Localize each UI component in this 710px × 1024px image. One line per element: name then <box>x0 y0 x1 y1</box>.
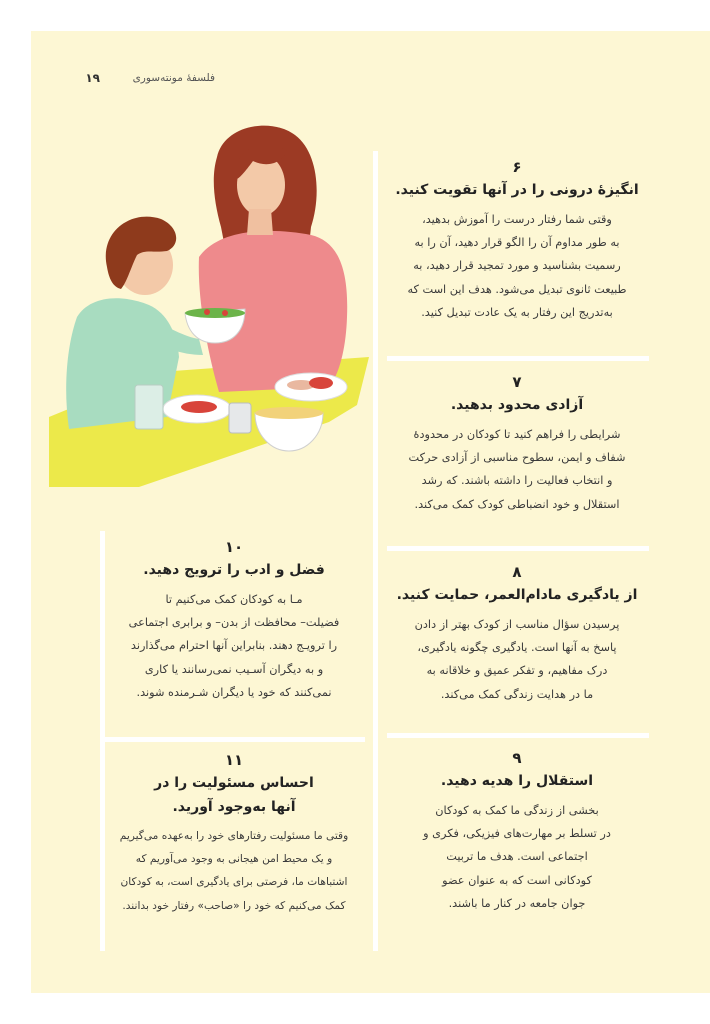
column-divider-right <box>373 151 378 951</box>
section-body: پرسیدن سؤال مناسب از کودک بهتر از دادن پاسخ به آنها است. یادگیری چگونه یادگیری، درک مفاهیم، و تفکر عمیق و خلاقانه به ما در هدایت زندگی کمک می‌کند. <box>414 618 620 701</box>
section-heading: استقلال را هدیه دهید. <box>440 773 594 789</box>
divider-10-11 <box>105 737 365 742</box>
section-heading: انگیزهٔ درونی را در آنها تقویت کنید. <box>395 182 639 198</box>
divider-7-8 <box>387 546 649 551</box>
mother-neck <box>247 209 273 235</box>
divider-8-9 <box>387 733 649 738</box>
section-number: ۱۱ <box>224 751 244 769</box>
section-number: ۸ <box>512 563 522 581</box>
page <box>31 31 710 993</box>
running-header <box>65 71 235 91</box>
section-heading: از یادگیری مادام‌العمر، حمایت کنید. <box>396 587 638 603</box>
section-heading: احساس مسئولیت را در آنها به‌وجود آورید. <box>154 775 314 815</box>
mother-child-illustration <box>49 117 369 487</box>
section-heading: آزادی محدود بدهید. <box>450 397 584 413</box>
section-8 <box>381 561 653 706</box>
salt-shaker <box>229 403 251 433</box>
water-glass <box>135 385 163 429</box>
section-number: ۱۰ <box>224 538 244 556</box>
section-number: ۹ <box>512 749 522 767</box>
salad-greens <box>185 308 245 318</box>
section-9 <box>381 747 653 915</box>
section-number: ۷ <box>512 373 522 391</box>
section-body: مـا به کودکان کمک می‌کنیم تا فضیلت– محافظت از بدن– و برابری اجتماعی را ترویـج دهند. بنابراین آنها احترام می‌گذارند و به دیگران آسـیب نمی‌رسانند یا کاری نمی‌کنند که خود یا دیگران شـرمنده شوند. <box>128 593 340 699</box>
section-body: شرایطی را فراهم کنید تا کودکان در محدودهٔ شفاف و ایمن، سطوح مناسبی از آزادی حرکت و انتخاب فعالیت را داشته باشند. که رشد استقلال و خود انضباطی کودک کمک می‌کند. <box>408 428 626 511</box>
section-body: وقتی شما رفتار درست را آموزش بدهید، به طور مداوم آن را الگو قرار دهید، آن را به رسمیت بشناسید و مورد تمجید قرار دهید، به طبیعت ثانوی تبدیل می‌شود. هدف این است که به‌تدریج این رفتار به یک عادت تبدیل کنید. <box>407 213 627 319</box>
section-11 <box>97 749 371 918</box>
section-body: بخشی از زندگی ما کمک به کودکان در تسلط بر مهارت‌های فیزیکی، فکری و اجتماعی است. هدف ما تربیت کودکانی است که به عنوان عضو جوان جامعه در کنار ما باشند. <box>423 804 611 910</box>
divider-6-7 <box>387 356 649 361</box>
page-number: ۱۹ <box>85 71 100 85</box>
section-10 <box>99 536 369 704</box>
section-6 <box>381 156 653 324</box>
book-title: فلسفهٔ مونته‌سوری <box>132 72 215 84</box>
section-body: وقتی ما مسئولیت رفتارهای خود را به‌عهده می‌گیریم و یک محیط امن هیجانی به وجود می‌آوریم که اشتباهات ما، فرصتی برای یادگیری است، به کودکان کمک می‌کنیم که خود را «صاحب» رفتار خود بدانند. <box>119 830 349 912</box>
section-7 <box>381 371 653 516</box>
section-heading: فضل و ادب را ترویج دهید. <box>143 562 325 578</box>
section-number: ۶ <box>512 158 522 176</box>
